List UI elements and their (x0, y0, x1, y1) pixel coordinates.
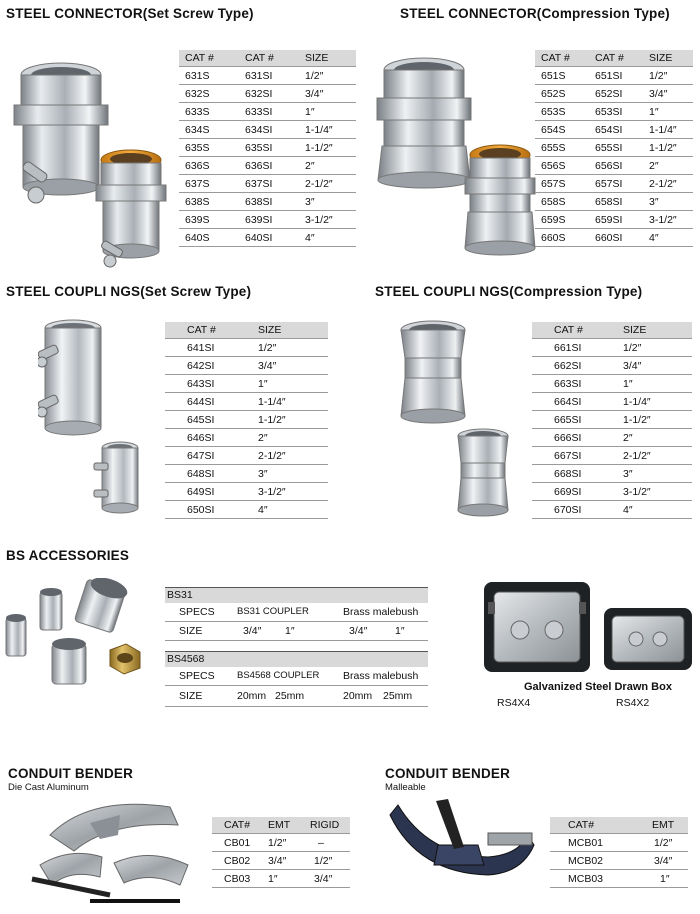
table-row (532, 357, 692, 375)
table-cell: 648SI (165, 465, 252, 483)
table-row (179, 103, 356, 121)
box-model-label: RS4X4 (497, 697, 531, 709)
table-cell: 1-1/2″ (299, 139, 356, 157)
bender-aluminum-table (212, 817, 350, 888)
table-row (532, 393, 692, 411)
table-cell: – (304, 834, 350, 852)
table-row (179, 211, 356, 229)
table-cell: 665SI (532, 411, 617, 429)
bender-aluminum-subtitle: Die Cast Aluminum (8, 782, 89, 793)
table-cell: 4″ (617, 501, 692, 519)
table-row (532, 465, 692, 483)
table-cell: 664SI (532, 393, 617, 411)
table-cell: 1/2″ (262, 834, 304, 852)
table-cell: 632S (179, 85, 239, 103)
aluminum-bender-image (30, 795, 205, 905)
table-cell: 666SI (532, 429, 617, 447)
table-cell: 652S (535, 85, 589, 103)
table-cell: 2″ (299, 157, 356, 175)
size-label: SIZE (179, 625, 203, 637)
column-header: CAT # (179, 50, 239, 67)
specs-value: Brass malebush (343, 606, 419, 618)
table-row (535, 85, 693, 103)
specs-value: Brass malebush (343, 670, 419, 682)
column-header: CAT# (550, 817, 632, 834)
table-cell: 650SI (165, 501, 252, 519)
table-cell: 3/4″ (262, 852, 304, 870)
table-cell: MCB01 (550, 834, 632, 852)
table-row (532, 411, 692, 429)
table-cell: 633SI (239, 103, 299, 121)
column-header: EMT (262, 817, 304, 834)
section-title-bender-malleable: CONDUIT BENDER (385, 766, 511, 781)
table-row (532, 375, 692, 393)
section-title-bender-aluminum: CONDUIT BENDER (8, 766, 134, 781)
table-cell: 651S (535, 67, 589, 85)
table-cell: 631SI (239, 67, 299, 85)
table-cell: 2-1/2″ (299, 175, 356, 193)
table-row (179, 139, 356, 157)
table-row (165, 375, 328, 393)
column-header: CAT # (589, 50, 643, 67)
table-row (179, 157, 356, 175)
table-row (550, 834, 688, 852)
column-header: SIZE (252, 322, 328, 339)
table-cell: 651SI (589, 67, 643, 85)
column-header: SIZE (299, 50, 356, 67)
table-cell: 1″ (252, 375, 328, 393)
table-row (179, 175, 356, 193)
table-cell: 668SI (532, 465, 617, 483)
table-row (165, 483, 328, 501)
table-row (535, 229, 693, 247)
table-row (165, 447, 328, 465)
connector-set-screw-table (179, 50, 356, 247)
table-cell: 659SI (589, 211, 643, 229)
table-cell: 1-1/4″ (617, 393, 692, 411)
box-caption: Galvanized Steel Drawn Box (524, 681, 672, 693)
set-screw-coupling-image (38, 318, 158, 523)
table-cell: 2″ (617, 429, 692, 447)
table-row (535, 121, 693, 139)
table-row (212, 870, 350, 888)
size-value: 20mm (237, 690, 267, 702)
table-cell: 669SI (532, 483, 617, 501)
galvanized-steel-box-image (480, 578, 695, 678)
table-cell: 638SI (239, 193, 299, 211)
table-cell: 641SI (165, 339, 252, 357)
table-row (535, 175, 693, 193)
table-cell: 1-1/4″ (252, 393, 328, 411)
table-row (535, 193, 693, 211)
column-header: CAT# (212, 817, 262, 834)
size-value: 25mm (383, 690, 413, 702)
table-cell: 667SI (532, 447, 617, 465)
table-cell: 654SI (589, 121, 643, 139)
table-cell: 656SI (589, 157, 643, 175)
table-cell: 1″ (643, 103, 693, 121)
column-header: EMT (632, 817, 688, 834)
table-cell: 632SI (239, 85, 299, 103)
table-cell: 663SI (532, 375, 617, 393)
table-cell: 3/4″ (252, 357, 328, 375)
table-cell: 2-1/2″ (643, 175, 693, 193)
table-cell: 3″ (617, 465, 692, 483)
table-cell: 656S (535, 157, 589, 175)
table-cell: 637SI (239, 175, 299, 193)
bs-accessories-image (2, 578, 152, 698)
table-cell: 639SI (239, 211, 299, 229)
table-row (179, 121, 356, 139)
compression-coupling-image (395, 318, 520, 523)
table-cell: 2″ (643, 157, 693, 175)
table-cell: 1-1/2″ (643, 139, 693, 157)
table-cell: 3-1/2″ (299, 211, 356, 229)
table-cell: 662SI (532, 357, 617, 375)
table-cell: 636SI (239, 157, 299, 175)
section-title-connector-set-screw: STEEL CONNECTOR(Set Screw Type) (6, 6, 254, 21)
table-cell: 2-1/2″ (617, 447, 692, 465)
table-row (179, 85, 356, 103)
table-row (532, 429, 692, 447)
specs-value: BS4568 COUPLER (237, 670, 320, 681)
table-cell: 635S (179, 139, 239, 157)
table-row (532, 483, 692, 501)
table-cell: 658S (535, 193, 589, 211)
table-cell: 1″ (617, 375, 692, 393)
table-cell: 634S (179, 121, 239, 139)
table-cell: 633S (179, 103, 239, 121)
couplings-compression-table (532, 322, 692, 519)
table-cell: 4″ (252, 501, 328, 519)
column-header: CAT # (165, 322, 252, 339)
section-title-bs-accessories: BS ACCESSORIES (6, 548, 130, 563)
table-cell: 631S (179, 67, 239, 85)
table-row (165, 465, 328, 483)
table-cell: 635SI (239, 139, 299, 157)
table-cell: 670SI (532, 501, 617, 519)
table-cell: 637S (179, 175, 239, 193)
box-model-label: RS4X2 (616, 697, 650, 709)
table-cell: 659S (535, 211, 589, 229)
table-cell: 644SI (165, 393, 252, 411)
table-cell: 3/4″ (632, 852, 688, 870)
table-cell: 657S (535, 175, 589, 193)
malleable-bender-image (388, 795, 538, 885)
table-cell: 3/4″ (304, 870, 350, 888)
column-header: CAT # (532, 322, 617, 339)
table-row (165, 501, 328, 519)
table-cell: 3-1/2″ (643, 211, 693, 229)
size-value: 1″ (285, 625, 295, 637)
size-value: 3/4″ (243, 625, 262, 637)
column-header: CAT # (239, 50, 299, 67)
table-cell: 1/2″ (304, 852, 350, 870)
size-value: 1″ (395, 625, 405, 637)
table-row (179, 67, 356, 85)
column-header: CAT # (535, 50, 589, 67)
table-cell: 645SI (165, 411, 252, 429)
table-row (550, 870, 688, 888)
size-value: 3/4″ (349, 625, 368, 637)
bs4568-spec-block (165, 651, 428, 707)
bs4568-header: BS4568 (165, 651, 428, 667)
table-cell: 1/2″ (617, 339, 692, 357)
table-cell: 2-1/2″ (252, 447, 328, 465)
table-cell: MCB03 (550, 870, 632, 888)
table-row (535, 157, 693, 175)
bender-malleable-table (550, 817, 688, 888)
column-header: SIZE (617, 322, 692, 339)
table-cell: 652SI (589, 85, 643, 103)
table-row (532, 339, 692, 357)
table-row (165, 339, 328, 357)
table-cell: CB03 (212, 870, 262, 888)
bs31-header: BS31 (165, 587, 428, 603)
table-cell: 1-1/2″ (252, 411, 328, 429)
table-cell: 1″ (262, 870, 304, 888)
size-value: 20mm (343, 690, 373, 702)
table-cell: 3-1/2″ (617, 483, 692, 501)
table-row (179, 229, 356, 247)
table-cell: 2″ (252, 429, 328, 447)
table-cell: 657SI (589, 175, 643, 193)
table-cell: 3/4″ (299, 85, 356, 103)
table-row (179, 193, 356, 211)
table-row (535, 103, 693, 121)
table-cell: CB01 (212, 834, 262, 852)
table-cell: 654S (535, 121, 589, 139)
table-cell: 653SI (589, 103, 643, 121)
bs31-spec-block (165, 587, 428, 641)
table-row (535, 211, 693, 229)
table-cell: 1-1/4″ (643, 121, 693, 139)
table-row (165, 357, 328, 375)
table-row (532, 501, 692, 519)
table-cell: 660SI (589, 229, 643, 247)
table-row (532, 447, 692, 465)
table-cell: 646SI (165, 429, 252, 447)
couplings-set-screw-table (165, 322, 328, 519)
table-cell: 643SI (165, 375, 252, 393)
table-row (212, 834, 350, 852)
table-cell: 649SI (165, 483, 252, 501)
table-cell: 4″ (643, 229, 693, 247)
set-screw-connector-image (6, 55, 176, 280)
specs-row (165, 667, 428, 686)
table-cell: 634SI (239, 121, 299, 139)
table-cell: 655SI (589, 139, 643, 157)
table-cell: 3-1/2″ (252, 483, 328, 501)
table-row (212, 852, 350, 870)
table-cell: 639S (179, 211, 239, 229)
table-cell: 3″ (299, 193, 356, 211)
table-cell: 647SI (165, 447, 252, 465)
table-cell: 3″ (643, 193, 693, 211)
table-cell: 655S (535, 139, 589, 157)
size-row (165, 622, 428, 641)
table-cell: 4″ (299, 229, 356, 247)
table-cell: 640SI (239, 229, 299, 247)
table-cell: 658SI (589, 193, 643, 211)
column-header: SIZE (643, 50, 693, 67)
table-cell: 638S (179, 193, 239, 211)
table-cell: 3/4″ (643, 85, 693, 103)
section-title-couplings-set-screw: STEEL COUPLI NGS(Set Screw Type) (6, 284, 252, 299)
table-cell: 3/4″ (617, 357, 692, 375)
table-cell: 1/2″ (299, 67, 356, 85)
section-title-couplings-compression: STEEL COUPLI NGS(Compression Type) (375, 284, 643, 299)
table-row (550, 852, 688, 870)
table-cell: 661SI (532, 339, 617, 357)
table-cell: MCB02 (550, 852, 632, 870)
table-cell: 1/2″ (252, 339, 328, 357)
table-row (165, 411, 328, 429)
table-row (165, 429, 328, 447)
table-cell: 653S (535, 103, 589, 121)
table-row (165, 393, 328, 411)
size-value: 25mm (275, 690, 305, 702)
table-cell: 1-1/2″ (617, 411, 692, 429)
specs-row (165, 603, 428, 622)
bender-malleable-subtitle: Malleable (385, 782, 426, 793)
section-title-connector-compression: STEEL CONNECTOR(Compression Type) (400, 6, 670, 21)
specs-label: SPECS (179, 606, 215, 618)
size-label: SIZE (179, 690, 203, 702)
table-row (535, 139, 693, 157)
table-cell: 1″ (632, 870, 688, 888)
specs-label: SPECS (179, 670, 215, 682)
compression-connector-image (372, 52, 537, 277)
table-cell: 636S (179, 157, 239, 175)
specs-value: BS31 COUPLER (237, 606, 309, 617)
table-cell: 3″ (252, 465, 328, 483)
table-cell: 1/2″ (632, 834, 688, 852)
table-cell: 1/2″ (643, 67, 693, 85)
table-cell: 640S (179, 229, 239, 247)
connector-compression-table (535, 50, 693, 247)
table-cell: CB02 (212, 852, 262, 870)
table-cell: 642SI (165, 357, 252, 375)
table-row (535, 67, 693, 85)
size-row (165, 686, 428, 707)
table-cell: 1-1/4″ (299, 121, 356, 139)
table-cell: 660S (535, 229, 589, 247)
table-cell: 1″ (299, 103, 356, 121)
column-header: RIGID (304, 817, 350, 834)
